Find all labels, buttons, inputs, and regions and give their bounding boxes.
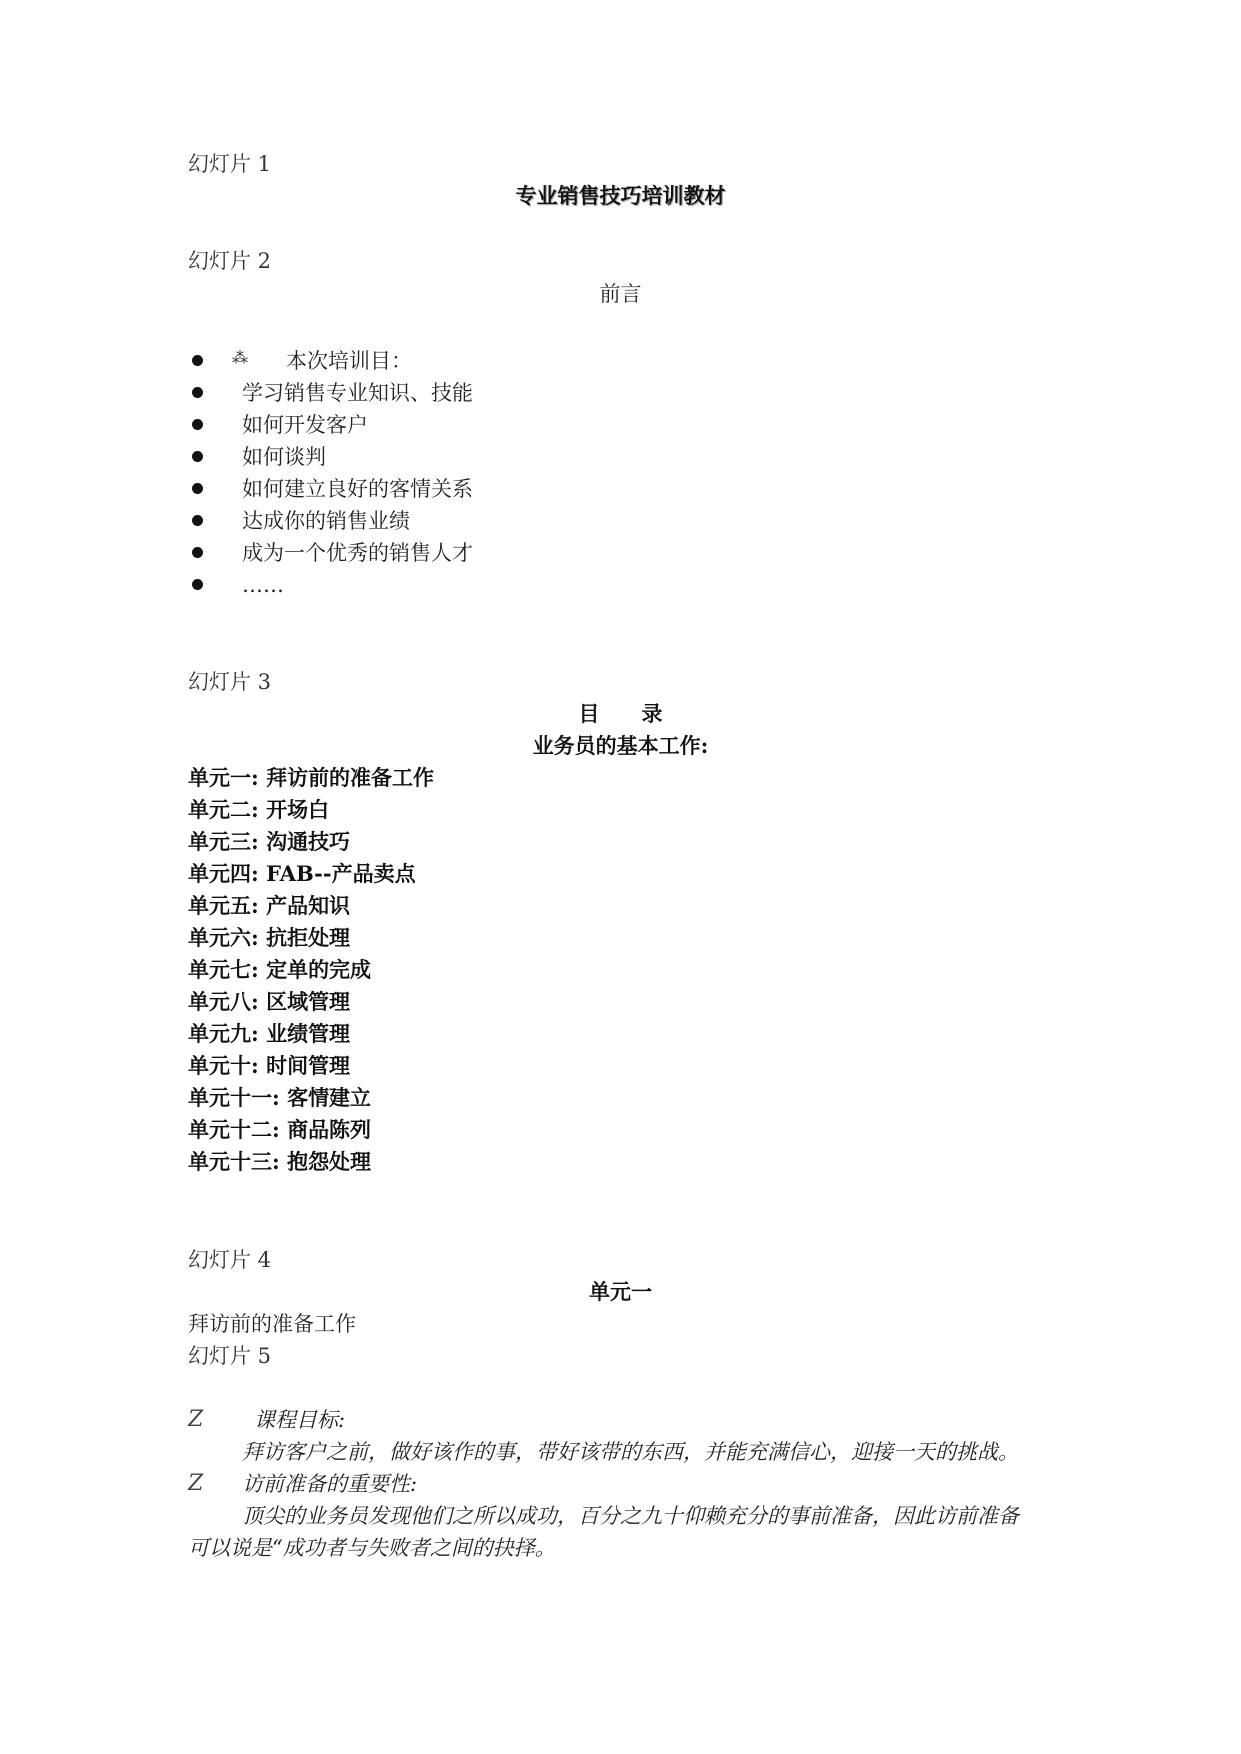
intro-bullet: [188, 347, 688, 375]
list-item: [188, 475, 688, 503]
z-bullet-icon: Z: [188, 1407, 204, 1432]
bullet-icon: [192, 483, 203, 494]
list-item: [188, 571, 688, 599]
importance-text-line-2: 可以说是“成功者与失败者之间的抉择。: [188, 1536, 556, 1560]
list-item: [188, 443, 688, 471]
toc-item: 单元五: 产品知识: [188, 893, 351, 918]
list-item-text: ……: [242, 573, 284, 597]
importance-heading: 访前准备的重要性:: [242, 1472, 418, 1496]
toc-item: 单元一: 拜访前的准备工作: [188, 765, 435, 790]
toc-item: 单元三: 沟通技巧: [188, 829, 351, 854]
bullet-icon: [192, 387, 203, 398]
list-item-text: 如何建立良好的客情关系: [242, 477, 473, 501]
toc-item: 单元十一: 客情建立: [188, 1085, 372, 1110]
toc-item: 单元八: 区域管理: [188, 989, 351, 1014]
toc-subtitle: 业务员的基本工作:: [532, 733, 709, 758]
list-item-text: 成为一个优秀的销售人才: [242, 541, 473, 565]
bullet-icon: [192, 419, 203, 430]
asterism-icon: ⁂: [232, 348, 248, 367]
document-title: 专业销售技巧培训教材: [515, 183, 726, 208]
goal-text: 拜访客户之前，做好该作的事，带好该带的东西，并能充满信心，迎接一天的挑战。: [242, 1440, 1019, 1464]
slide-4-label: 幻灯片 4: [188, 1248, 272, 1272]
z-bullet-icon: Z: [188, 1471, 204, 1496]
toc-item: 单元十三: 抱怨处理: [188, 1149, 372, 1174]
unit-one-heading: 单元一: [589, 1279, 652, 1304]
unit-one-subtitle: 拜访前的准备工作: [188, 1312, 356, 1336]
toc-item: 单元九: 业绩管理: [188, 1021, 351, 1046]
slide-1-label: 幻灯片 1: [188, 152, 272, 176]
list-item-text: 达成你的销售业绩: [242, 509, 410, 533]
toc-item: 单元十二: 商品陈列: [188, 1117, 372, 1142]
slide-5-label: 幻灯片 5: [188, 1344, 272, 1368]
bullet-icon: [192, 355, 203, 366]
bullet-icon: [192, 547, 203, 558]
toc-item: 单元六: 抗拒处理: [188, 925, 351, 950]
list-item-text: 如何谈判: [242, 445, 326, 469]
bullet-icon: [192, 515, 203, 526]
toc-item: 单元四: FAB--产品卖点: [188, 861, 416, 886]
list-item: [188, 379, 688, 407]
slide-2-label: 幻灯片 2: [188, 249, 272, 273]
intro-text: 本次培训目：: [286, 349, 412, 373]
preface-heading: 前言: [599, 282, 642, 306]
toc-item: 单元七: 定单的完成: [188, 957, 372, 982]
list-item: [188, 539, 688, 567]
bullet-icon: [192, 451, 203, 462]
list-item: [188, 411, 688, 439]
toc-item: 单元二: 开场白: [188, 797, 330, 822]
toc-heading: 目 录: [578, 701, 663, 726]
goal-heading: 课程目标:: [254, 1408, 346, 1432]
slide-3-label: 幻灯片 3: [188, 670, 272, 694]
toc-item: 单元十: 时间管理: [188, 1053, 351, 1078]
list-item-text: 如何开发客户: [242, 413, 368, 437]
bullet-icon: [192, 579, 203, 590]
list-item-text: 学习销售专业知识、技能: [242, 381, 473, 405]
importance-text-line-1: 顶尖的业务员发现他们之所以成功，百分之九十仰赖充分的事前准备，因此访前准备: [242, 1504, 1019, 1528]
list-item: [188, 507, 688, 535]
